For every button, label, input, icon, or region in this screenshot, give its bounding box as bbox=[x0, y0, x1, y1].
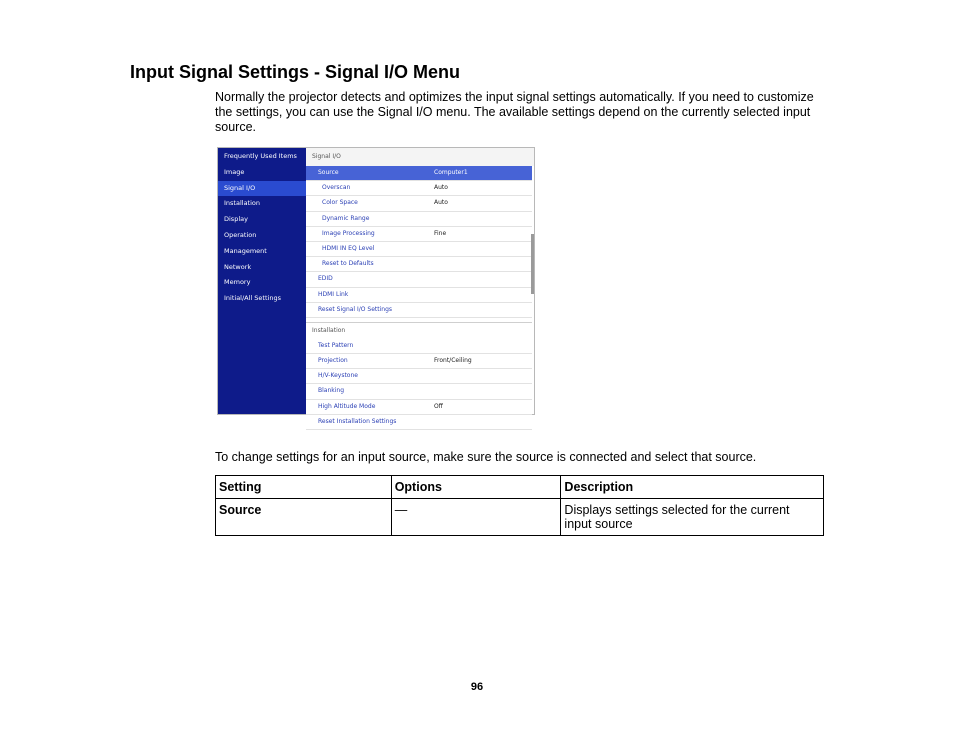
setting-label: Source bbox=[318, 169, 339, 176]
instruction-paragraph: To change settings for an input source, make sure the source is connected and select that source. bbox=[215, 450, 757, 464]
menu-scrollbar[interactable] bbox=[531, 234, 534, 294]
setting-label: HDMI IN EQ Level bbox=[322, 244, 375, 252]
section-header-installation: Installation bbox=[312, 326, 346, 334]
menu-setting-row[interactable] bbox=[306, 415, 532, 430]
sidebar-menu-item[interactable]: Signal I/O bbox=[218, 181, 306, 197]
cell-options: — bbox=[391, 499, 561, 536]
setting-label: HDMI Link bbox=[318, 290, 349, 298]
column-header-options: Options bbox=[391, 476, 561, 499]
table-row bbox=[216, 499, 824, 536]
sidebar-menu-item[interactable]: Management bbox=[224, 246, 267, 255]
sidebar-menu-item[interactable]: Network bbox=[224, 262, 252, 271]
setting-label: Reset to Defaults bbox=[322, 260, 374, 268]
menu-setting-row[interactable] bbox=[306, 272, 532, 287]
menu-setting-row[interactable] bbox=[306, 227, 532, 242]
setting-value: Computer1 bbox=[434, 169, 468, 176]
menu-setting-row[interactable] bbox=[306, 354, 532, 369]
cell-setting: Source bbox=[216, 499, 392, 536]
setting-label: H/V-Keystone bbox=[318, 372, 358, 380]
menu-setting-row[interactable] bbox=[306, 303, 532, 318]
menu-setting-row[interactable] bbox=[306, 181, 532, 196]
menu-setting-row[interactable] bbox=[306, 400, 532, 415]
table-header-row bbox=[216, 476, 824, 499]
menu-setting-row[interactable] bbox=[306, 369, 532, 384]
setting-value: Fine bbox=[434, 229, 447, 237]
sidebar-menu-item[interactable]: Installation bbox=[224, 199, 261, 208]
menu-screenshot bbox=[217, 147, 535, 425]
page-title: Input Signal Settings - Signal I/O Menu bbox=[130, 62, 461, 82]
setting-label: High Altitude Mode bbox=[318, 402, 376, 410]
menu-setting-row[interactable] bbox=[306, 196, 532, 211]
setting-label: Blanking bbox=[318, 387, 345, 395]
sidebar-menu-item[interactable]: Operation bbox=[224, 230, 257, 239]
menu-setting-row[interactable] bbox=[306, 384, 532, 399]
setting-label: Overscan bbox=[322, 184, 351, 192]
sidebar-menu-item[interactable]: Image bbox=[224, 167, 245, 176]
setting-label: Reset Installation Settings bbox=[318, 417, 397, 425]
sidebar-menu-item[interactable]: Memory bbox=[224, 278, 251, 287]
sidebar-menu-item[interactable]: Initial/All Settings bbox=[224, 294, 281, 303]
setting-value: Auto bbox=[434, 199, 448, 207]
setting-label: Projection bbox=[318, 357, 348, 365]
menu-setting-row[interactable] bbox=[306, 166, 532, 181]
cell-description: Displays settings selected for the current input source bbox=[561, 499, 824, 536]
setting-label: Color Space bbox=[322, 199, 358, 207]
menu-setting-row[interactable] bbox=[306, 339, 532, 354]
setting-label: Image Processing bbox=[322, 229, 375, 237]
sidebar-menu-item[interactable]: Frequently Used Items bbox=[224, 152, 297, 160]
sidebar-menu-item[interactable]: Display bbox=[224, 215, 248, 224]
menu-setting-row[interactable] bbox=[306, 288, 532, 303]
menu-sidebar bbox=[218, 148, 306, 414]
menu-setting-row[interactable] bbox=[306, 212, 532, 227]
settings-table bbox=[215, 475, 824, 536]
section-header-signal-io: Signal I/O bbox=[306, 148, 534, 166]
setting-label: EDID bbox=[318, 275, 333, 283]
setting-label: Test Pattern bbox=[318, 341, 354, 349]
column-header-description: Description bbox=[561, 476, 824, 499]
menu-panel bbox=[306, 148, 534, 425]
setting-value: Off bbox=[434, 402, 443, 410]
page-number: 96 bbox=[470, 681, 484, 693]
setting-value: Front/Ceiling bbox=[434, 357, 472, 365]
menu-setting-row[interactable] bbox=[306, 242, 532, 257]
setting-label: Reset Signal I/O Settings bbox=[318, 305, 393, 313]
intro-paragraph: Normally the projector detects and optimizes the input signal settings automatically. If you need to customize the settings, you can use the Signal I/O menu. The available settings depend on the currently selected input source. bbox=[215, 90, 814, 134]
menu-setting-row[interactable] bbox=[306, 257, 532, 272]
setting-label: Dynamic Range bbox=[322, 214, 370, 222]
setting-value: Auto bbox=[434, 184, 448, 192]
column-header-setting: Setting bbox=[216, 476, 392, 499]
